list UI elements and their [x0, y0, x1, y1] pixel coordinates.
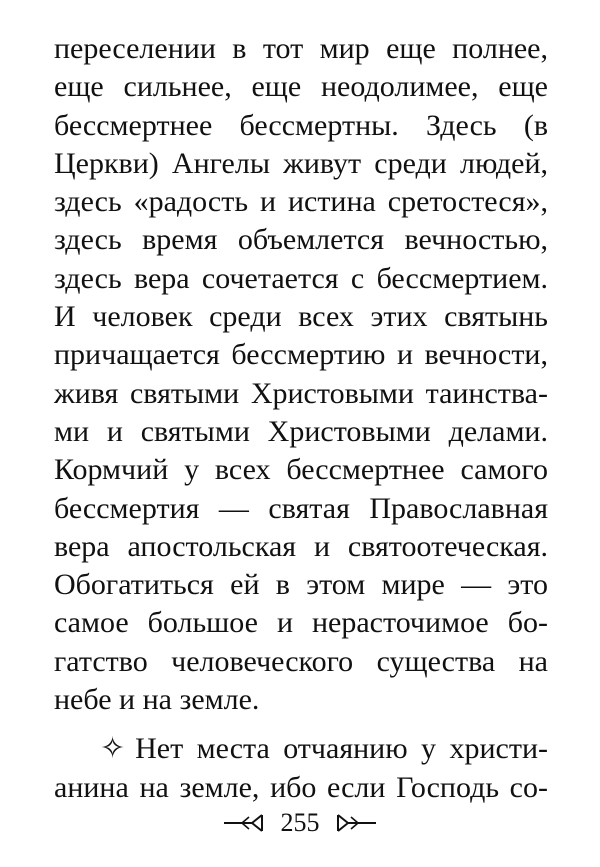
paragraph-2	[54, 730, 548, 807]
text-line: анина на земле, ибо если Господь со-	[54, 770, 548, 804]
text-line: ми и святыми Христовыми делами.	[54, 414, 548, 448]
page-footer	[0, 801, 600, 841]
text-line: бессмертнее бессмертны. Здесь (в	[54, 108, 548, 142]
four-pointed-star-icon: ✧	[100, 732, 126, 766]
text-line-content: Нет места отчаянию у христи-	[135, 732, 548, 766]
paragraph-1	[54, 30, 548, 719]
text-line: здесь «радость и истина сретостеся»,	[54, 185, 548, 219]
body-text	[54, 30, 548, 807]
text-line: Обогатиться ей в этом мире — это	[54, 568, 548, 602]
text-line: вера апостольская и святоотеческая.	[54, 529, 548, 563]
text-line: переселении в тот мир еще полнее,	[54, 32, 548, 65]
ornament-right-icon	[334, 812, 378, 834]
text-line: здесь вера сочетается с бессмертием.	[54, 261, 548, 295]
text-line: бессмертия — святая Православная	[54, 491, 548, 525]
text-line: причащается бессмертию и вечности,	[54, 338, 548, 372]
text-line: здесь время объемлется вечностью,	[54, 223, 548, 257]
text-line-first	[54, 730, 548, 768]
ornament-left-icon	[222, 812, 266, 834]
text-line: еще сильнее, еще неодолимее, еще	[54, 70, 548, 104]
text-line: Кормчий у всех бессмертнее самого	[54, 453, 548, 487]
text-line: И человек среди всех этих святынь	[54, 300, 548, 334]
text-line: Церкви) Ангелы живут среди людей,	[54, 146, 548, 180]
text-line: самое большое и нерасточимое бо-	[54, 606, 548, 640]
text-line: небе и на земле.	[54, 683, 260, 717]
text-line: живя святыми Христовыми таинства-	[54, 376, 548, 410]
text-line: гатство человеческого существа на	[54, 644, 548, 678]
page-number: 255	[280, 808, 320, 838]
